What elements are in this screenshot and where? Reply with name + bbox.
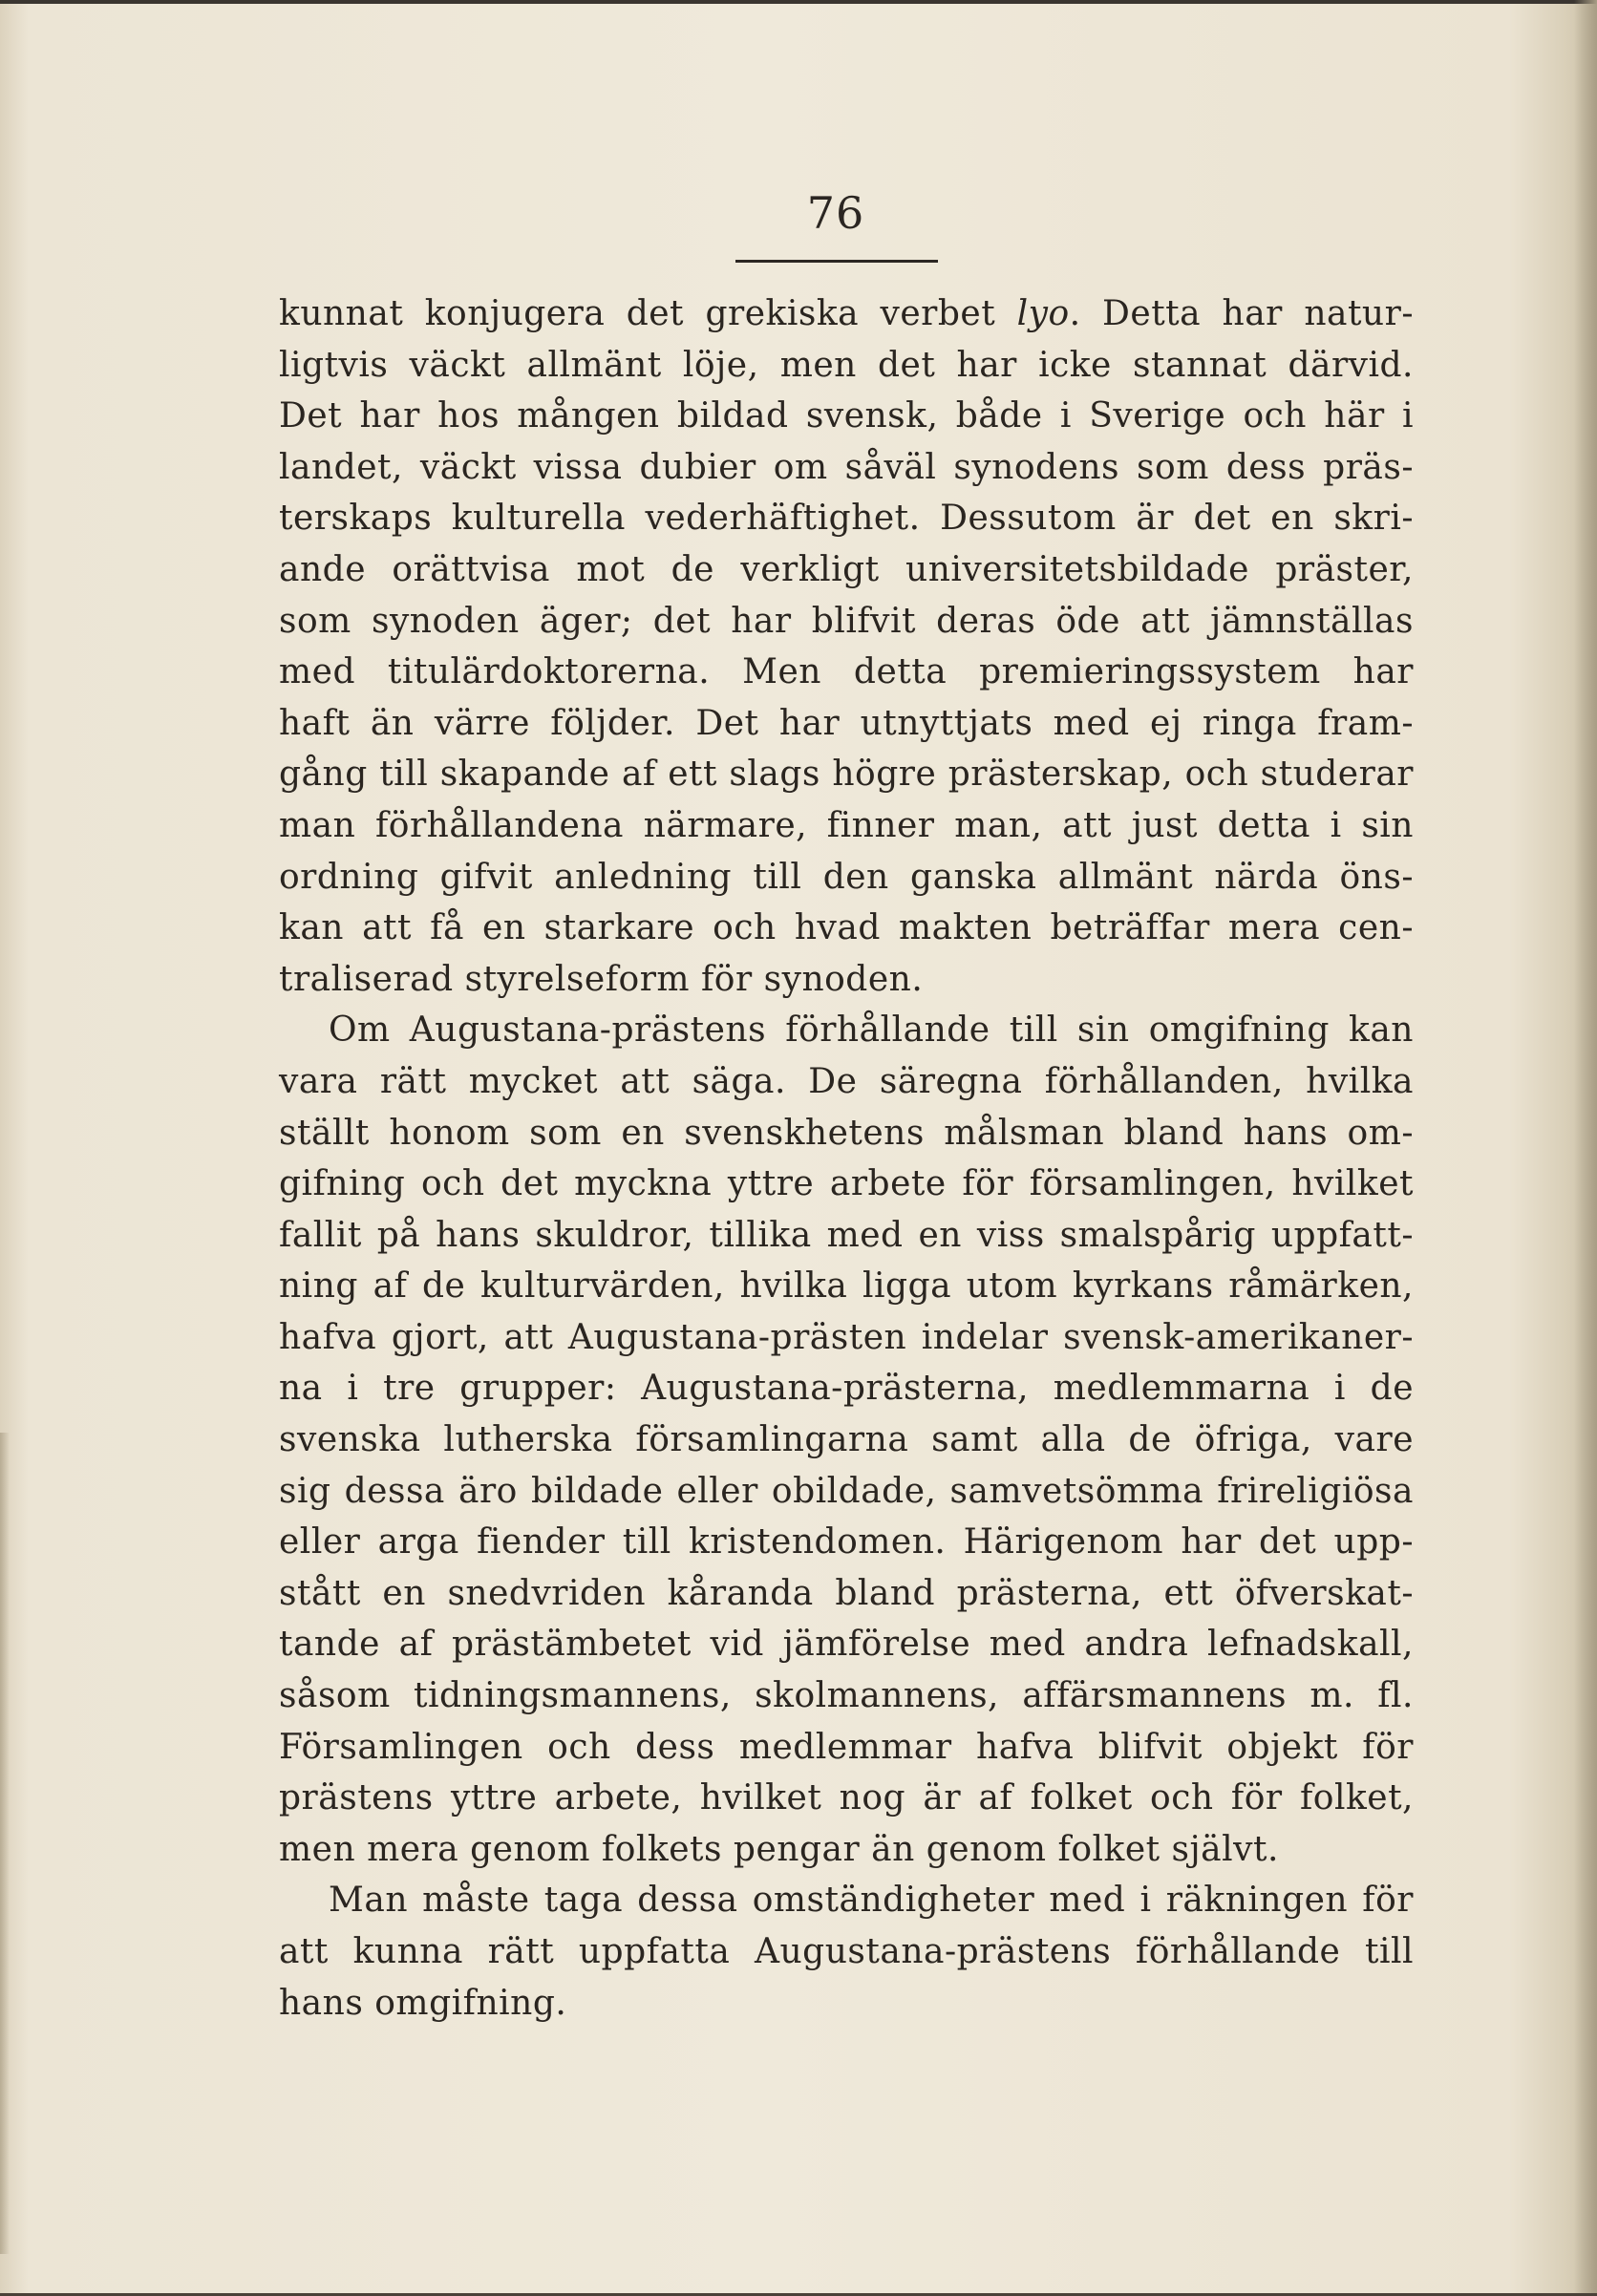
text-line: na i tre grupper: Augustana-prästerna, medlemmarna i de [279, 1369, 1414, 1409]
text-line: Det har hos mången bildad svensk, både i Sverige och här i [279, 396, 1414, 436]
text-line: ställt honom som en svenskhetens målsman bland hans om- [279, 1113, 1414, 1153]
paragraph [279, 1005, 1414, 1875]
text-line: såsom tidningsmannens, skolmannens, affärsmannens m. fl. [279, 1676, 1414, 1716]
text-line: kunnat konjugera det grekiska verbet lyo. Detta har natur- [279, 294, 1414, 333]
top-page-edge [0, 0, 1597, 4]
text-line: traliserad styrelseform för synoden. [279, 959, 924, 999]
text-line: prästens yttre arbete, hvilket nog är af folket och för folket, [279, 1778, 1414, 1818]
text-line: Man måste taga dessa omständigheter med i räkningen för [329, 1881, 1414, 1921]
text-line: ande orättvisa mot de verkligt universitetsbildade präster, [279, 549, 1414, 589]
text-line: haft än värre följder. Det har utnyttjats med ej ringa fram- [279, 703, 1414, 743]
text-line: men mera genom folkets pengar än genom folket självt. [279, 1829, 1279, 1869]
text-line: ligtvis väckt allmänt löje, men det har icke stannat därvid. [279, 345, 1414, 385]
page-number-rule [735, 260, 938, 263]
left-binding-shadow [0, 1433, 10, 2254]
text-line: gifning och det myckna yttre arbete för församlingen, hvilket [279, 1164, 1414, 1204]
text-line: hafva gjort, att Augustana-prästen indelar svensk-amerikaner- [279, 1317, 1414, 1357]
text-line: kan att få en starkare och hvad makten beträffar mera cen- [279, 908, 1414, 948]
text-line: ning af de kulturvärden, hvilka ligga utom kyrkans råmärken, [279, 1266, 1414, 1307]
paragraph [279, 1875, 1414, 2029]
text-line: svenska lutherska församlingarna samt alla de öfriga, vare [279, 1420, 1414, 1460]
right-page-shadow [1574, 0, 1597, 2296]
text-line: stått en snedvriden kåranda bland prästerna, ett öfverskat- [279, 1573, 1414, 1613]
text-line: eller arga fiender till kristendomen. Härigenom har det upp- [279, 1522, 1414, 1563]
body-text [279, 288, 1414, 2029]
text-line: ordning gifvit anledning till den ganska allmänt närda öns- [279, 857, 1414, 897]
text-line: som synoden äger; det har blifvit deras öde att jämnställas [279, 601, 1414, 641]
paragraph [279, 288, 1414, 1005]
text-line: med titulärdoktorerna. Men detta premieringssystem har [279, 652, 1414, 692]
text-line: fallit på hans skuldror, tillika med en viss smalspårig uppfatt- [279, 1215, 1414, 1255]
text-line: tande af prästämbetet vid jämförelse med andra lefnadskall, [279, 1625, 1414, 1665]
text-line: sig dessa äro bildade eller obildade, samvetsömma frireligiösa [279, 1471, 1414, 1511]
text-line: Om Augustana-prästens förhållande till sin omgifning kan [329, 1010, 1414, 1051]
text-line: vara rätt mycket att säga. De säregna förhållanden, hvilka [279, 1061, 1414, 1101]
text-line: gång till skapande af ett slags högre prästerskap, och studerar [279, 755, 1414, 795]
page-number: 76 [806, 187, 865, 239]
text-line: man förhållandena närmare, finner man, att just detta i sin [279, 805, 1414, 845]
text-line: Församlingen och dess medlemmar hafva blifvit objekt för [279, 1727, 1414, 1767]
text-line: att kunna rätt uppfatta Augustana-prästens förhållande till [279, 1932, 1414, 1971]
text-line: landet, väckt vissa dubier om såväl synodens som dess präs- [279, 447, 1414, 487]
text-line: hans omgifning. [279, 1983, 567, 2023]
italic-word: lyo [1016, 294, 1070, 333]
text-line: terskaps kulturella vederhäftighet. Dessutom är det en skri- [279, 499, 1414, 539]
